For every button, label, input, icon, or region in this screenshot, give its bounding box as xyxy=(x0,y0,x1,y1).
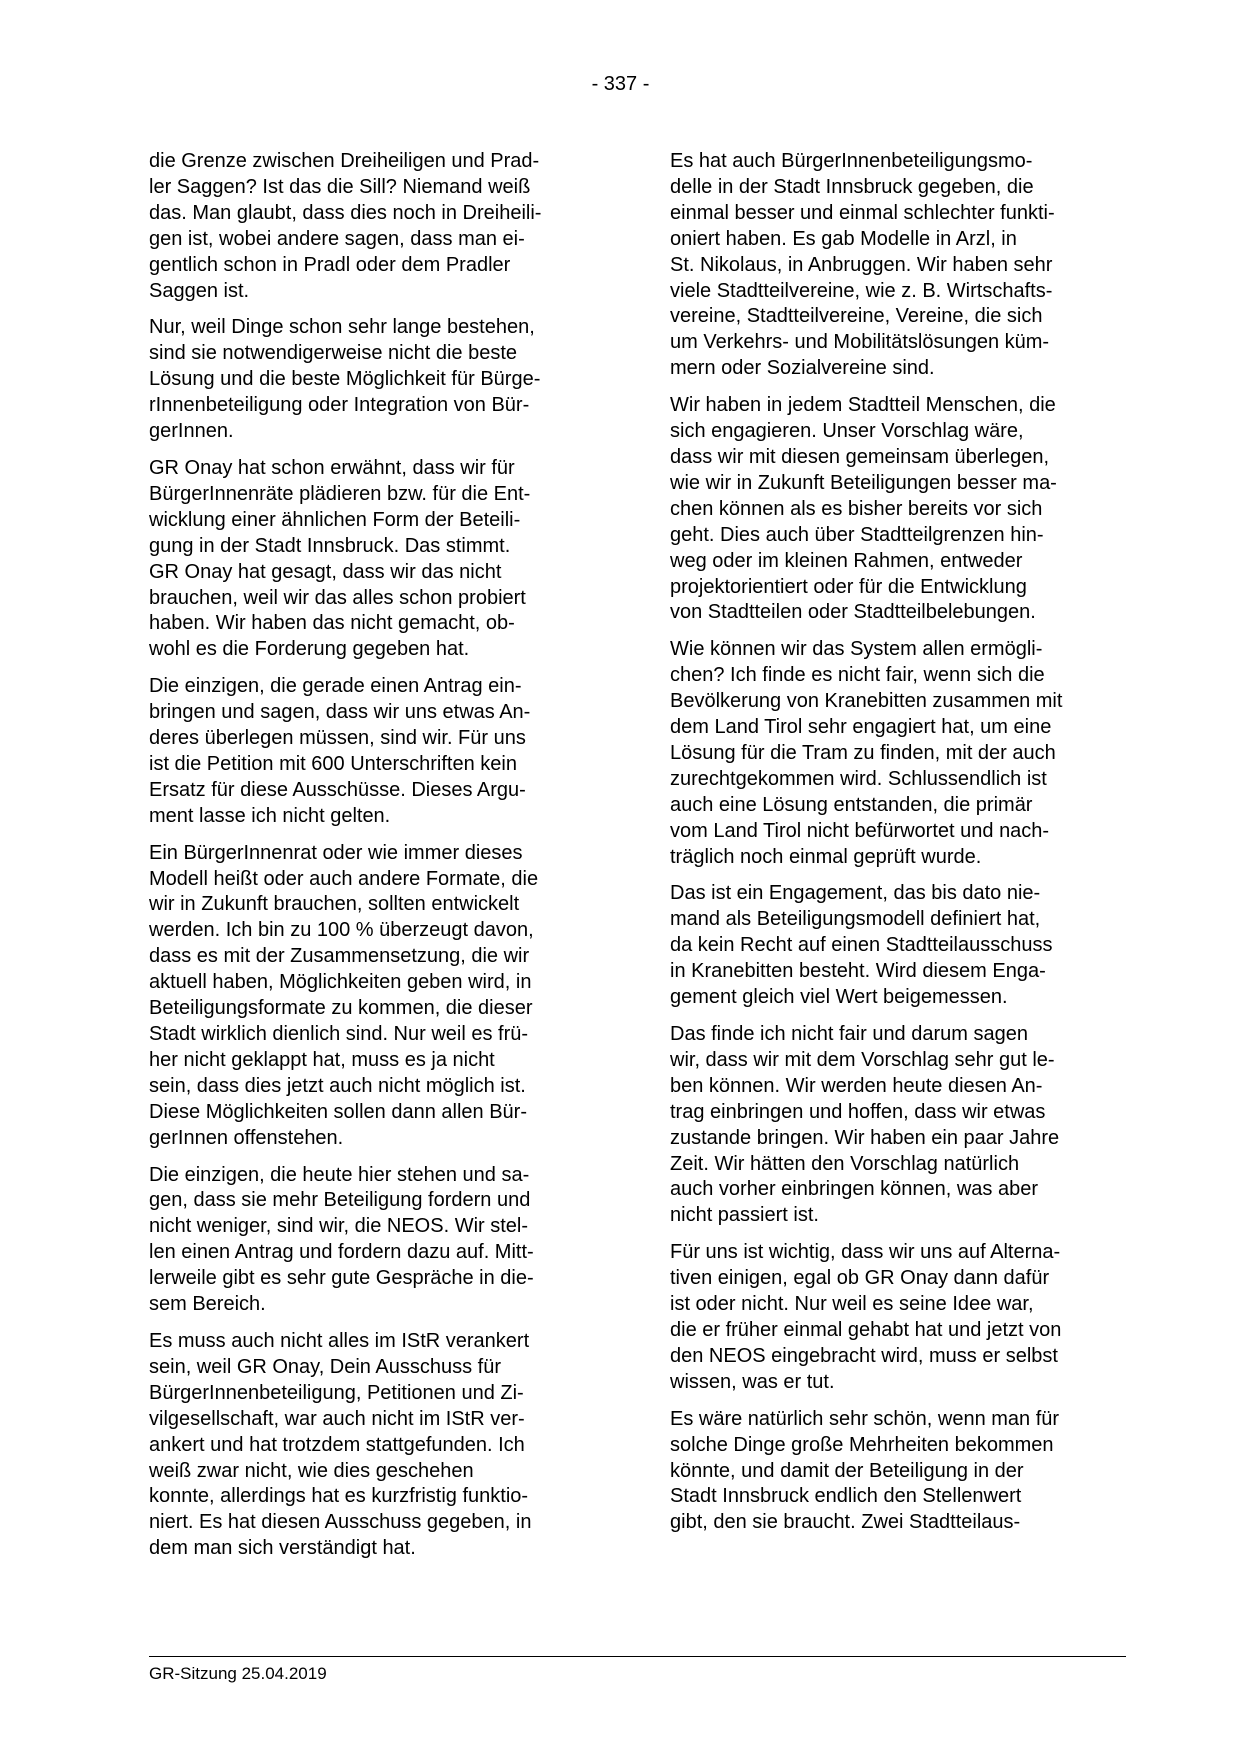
text-line: Für uns ist wichtig, dass wir uns auf Alterna- xyxy=(670,1241,1061,1264)
text-line: werden. Ich bin zu 100 % überzeugt davon, xyxy=(149,919,534,942)
text-line: Ein BürgerInnenrat oder wie immer dieses xyxy=(149,841,523,864)
text-line: Lösung und die beste Möglichkeit für Bürge- xyxy=(149,368,541,391)
text-line: chen? Ich finde es nicht fair, wenn sich die xyxy=(670,664,1045,687)
text-line: da kein Recht auf einen Stadtteilausschuss xyxy=(670,934,1053,957)
text-line: wissen, was er tut. xyxy=(670,1370,835,1393)
paragraph xyxy=(149,315,594,445)
text-line: ben können. Wir werden heute diesen An- xyxy=(670,1074,1043,1097)
text-line: vilgesellschaft, war auch nicht im IStR ver- xyxy=(149,1407,525,1430)
text-line: weg oder im kleinen Rahmen, entweder xyxy=(670,549,1023,572)
text-line: Wie können wir das System allen ermögli- xyxy=(670,638,1043,661)
left-column xyxy=(149,149,594,1573)
text-line: solche Dinge große Mehrheiten bekommen xyxy=(670,1433,1054,1456)
text-line: einmal besser und einmal schlechter funkti- xyxy=(670,201,1055,224)
text-line: konnte, allerdings hat es kurzfristig funktio- xyxy=(149,1485,529,1508)
text-line: vom Land Tirol nicht befürwortet und nach- xyxy=(670,819,1050,842)
text-line: BürgerInnenräte plädieren bzw. für die Ent- xyxy=(149,482,531,505)
text-line: das. Man glaubt, dass dies noch in Dreiheili- xyxy=(149,201,542,224)
text-line: die er früher einmal gehabt hat und jetzt von xyxy=(670,1318,1062,1341)
paragraph xyxy=(670,1022,1128,1229)
text-line: gen ist, wobei andere sagen, dass man ei- xyxy=(149,227,525,250)
text-line: her nicht geklappt hat, muss es ja nicht xyxy=(149,1048,495,1071)
text-line: wie wir in Zukunft Beteiligungen besser ma- xyxy=(670,471,1057,494)
text-line: len einen Antrag und fordern dazu auf. Mitt- xyxy=(149,1241,534,1264)
text-line: sind sie notwendigerweise nicht die beste xyxy=(149,342,517,365)
text-line: gerInnen. xyxy=(149,420,234,443)
text-line: zustande bringen. Wir haben ein paar Jahre xyxy=(670,1126,1060,1149)
paragraph xyxy=(670,637,1128,870)
text-line: träglich noch einmal geprüft wurde. xyxy=(670,845,982,868)
text-line: Saggen ist. xyxy=(149,279,250,302)
text-line: Die einzigen, die heute hier stehen und sa- xyxy=(149,1163,530,1186)
text-line: dass wir mit diesen gemeinsam überlegen, xyxy=(670,445,1050,468)
text-line: Die einzigen, die gerade einen Antrag ein- xyxy=(149,675,522,698)
text-line: sein, dass dies jetzt auch nicht möglich ist. xyxy=(149,1074,526,1097)
text-line: GR Onay hat gesagt, dass wir das nicht xyxy=(149,560,502,583)
text-line: tiven einigen, egal ob GR Onay dann dafür xyxy=(670,1267,1050,1290)
text-line: in Kranebitten besteht. Wird diesem Enga- xyxy=(670,960,1046,983)
text-line: delle in der Stadt Innsbruck gegeben, die xyxy=(670,175,1034,198)
text-line: gement gleich viel Wert beigemessen. xyxy=(670,986,1008,1009)
text-line: gibt, den sie braucht. Zwei Stadtteilaus- xyxy=(670,1511,1021,1534)
text-line: nicht passiert ist. xyxy=(670,1204,819,1227)
text-line: Lösung für die Tram zu finden, mit der auch xyxy=(670,741,1056,764)
text-line: Stadt Innsbruck endlich den Stellenwert xyxy=(670,1485,1022,1508)
text-line: könnte, und damit der Beteiligung in der xyxy=(670,1459,1024,1482)
text-line: Nur, weil Dinge schon sehr lange bestehen, xyxy=(149,316,535,339)
text-line: Das finde ich nicht fair und darum sagen xyxy=(670,1023,1028,1045)
text-line: haben. Wir haben das nicht gemacht, ob- xyxy=(149,612,515,635)
text-line: sem Bereich. xyxy=(149,1293,266,1316)
text-line: viele Stadtteilvereine, wie z. B. Wirtschafts- xyxy=(670,279,1053,302)
text-line: die Grenze zwischen Dreiheiligen und Prad- xyxy=(149,150,540,172)
paragraph xyxy=(149,841,594,1152)
text-line: auch eine Lösung entstanden, die primär xyxy=(670,793,1033,816)
text-line: rInnenbeteiligung oder Integration von Bür- xyxy=(149,394,530,417)
text-line: St. Nikolaus, in Anbruggen. Wir haben sehr xyxy=(670,253,1053,276)
text-line: GR Onay hat schon erwähnt, dass wir für xyxy=(149,456,515,479)
text-line: Modell heißt oder auch andere Formate, die xyxy=(149,867,539,890)
text-line: ist die Petition mit 600 Unterschriften kein xyxy=(149,752,517,775)
text-line: Es muss auch nicht alles im IStR verankert xyxy=(149,1329,530,1352)
text-line: ment lasse ich nicht gelten. xyxy=(149,804,391,827)
text-line: mern oder Sozialvereine sind. xyxy=(670,357,935,380)
text-line: Bevölkerung von Kranebitten zusammen mit xyxy=(670,690,1063,713)
text-line: dem Land Tirol sehr engagiert hat, um eine xyxy=(670,716,1052,739)
text-line: gung in der Stadt Innsbruck. Das stimmt. xyxy=(149,534,511,557)
text-line: lerweile gibt es sehr gute Gespräche in die- xyxy=(149,1267,534,1290)
text-line: BürgerInnenbeteiligung, Petitionen und Zi- xyxy=(149,1381,524,1404)
text-line: Es wäre natürlich sehr schön, wenn man für xyxy=(670,1407,1060,1430)
text-line: Zeit. Wir hätten den Vorschlag natürlich xyxy=(670,1152,1020,1175)
text-line: Stadt wirklich dienlich sind. Nur weil es frü- xyxy=(149,1023,529,1045)
text-line: niert. Es hat diesen Ausschuss gegeben, in xyxy=(149,1511,532,1534)
text-line: dem man sich verständigt hat. xyxy=(149,1537,416,1560)
text-line: von Stadtteilen oder Stadtteilbelebungen. xyxy=(670,601,1036,624)
text-line: Beteiligungsformate zu kommen, die dieser xyxy=(149,997,533,1020)
text-line: Diese Möglichkeiten sollen dann allen Bür- xyxy=(149,1100,527,1123)
text-line: vereine, Stadtteilvereine, Vereine, die sich xyxy=(670,305,1043,328)
text-line: projektorientiert oder für die Entwicklung xyxy=(670,575,1027,598)
text-line: zurechtgekommen wird. Schlussendlich ist xyxy=(670,767,1047,790)
text-line: dass es mit der Zusammensetzung, die wir xyxy=(149,945,530,968)
paragraph xyxy=(670,149,1128,382)
text-line: den NEOS eingebracht wird, muss er selbst xyxy=(670,1344,1058,1367)
text-line: Wir haben in jedem Stadtteil Menschen, die xyxy=(670,394,1056,417)
footer-divider xyxy=(149,1656,1126,1657)
text-line: geht. Dies auch über Stadtteilgrenzen hin- xyxy=(670,523,1044,546)
text-line: wicklung einer ähnlichen Form der Beteili- xyxy=(149,508,521,531)
paragraph xyxy=(670,1407,1128,1537)
text-line: weiß zwar nicht, wie dies geschehen xyxy=(149,1459,474,1482)
text-line: wohl es die Forderung gegeben hat. xyxy=(149,638,470,661)
paragraph xyxy=(670,393,1128,626)
text-line: trag einbringen und hoffen, dass wir etwas xyxy=(670,1100,1046,1123)
text-line: mand als Beteiligungsmodell definiert hat, xyxy=(670,908,1041,931)
text-line: deres überlegen müssen, sind wir. Für uns xyxy=(149,727,526,750)
paragraph xyxy=(149,456,594,663)
text-line: auch vorher einbringen können, was aber xyxy=(670,1178,1039,1201)
text-line: chen können als es bisher bereits vor sich xyxy=(670,497,1043,520)
text-line: gentlich schon in Pradl oder dem Pradler xyxy=(149,253,511,276)
text-line: brauchen, weil wir das alles schon probiert xyxy=(149,586,526,609)
text-line: um Verkehrs- und Mobilitätslösungen küm- xyxy=(670,331,1050,354)
text-line: wir, dass wir mit dem Vorschlag sehr gut le- xyxy=(670,1048,1055,1071)
text-line: sein, weil GR Onay, Dein Ausschuss für xyxy=(149,1355,501,1378)
text-line: Ersatz für diese Ausschüsse. Dieses Argu- xyxy=(149,778,526,801)
paragraph xyxy=(149,149,594,304)
paragraph xyxy=(670,881,1128,1011)
paragraph xyxy=(149,674,594,829)
text-line: oniert haben. Es gab Modelle in Arzl, in xyxy=(670,227,1017,250)
paragraph xyxy=(149,1163,594,1318)
paragraph xyxy=(670,1240,1128,1395)
right-column xyxy=(670,149,1128,1547)
text-line: ist oder nicht. Nur weil es seine Idee war, xyxy=(670,1293,1034,1316)
text-line: nicht weniger, sind wir, die NEOS. Wir stel- xyxy=(149,1215,529,1238)
text-line: ankert und hat trotzdem stattgefunden. Ich xyxy=(149,1433,525,1456)
text-line: Das ist ein Engagement, das bis dato nie- xyxy=(670,882,1041,905)
text-line: sich engagieren. Unser Vorschlag wäre, xyxy=(670,420,1024,443)
footer-session-date: GR-Sitzung 25.04.2019 xyxy=(149,1664,327,1683)
page-number: - 337 - xyxy=(591,73,650,95)
text-line: wir in Zukunft brauchen, sollten entwickelt xyxy=(149,893,520,916)
text-line: Es hat auch BürgerInnenbeteiligungsmo- xyxy=(670,150,1033,172)
text-line: gerInnen offenstehen. xyxy=(149,1126,344,1149)
text-line: bringen und sagen, dass wir uns etwas An- xyxy=(149,701,531,724)
paragraph xyxy=(149,1329,594,1562)
text-line: ler Saggen? Ist das die Sill? Niemand weiß xyxy=(149,175,531,198)
text-line: gen, dass sie mehr Beteiligung fordern und xyxy=(149,1189,531,1212)
text-line: aktuell haben, Möglichkeiten geben wird, in xyxy=(149,971,532,994)
